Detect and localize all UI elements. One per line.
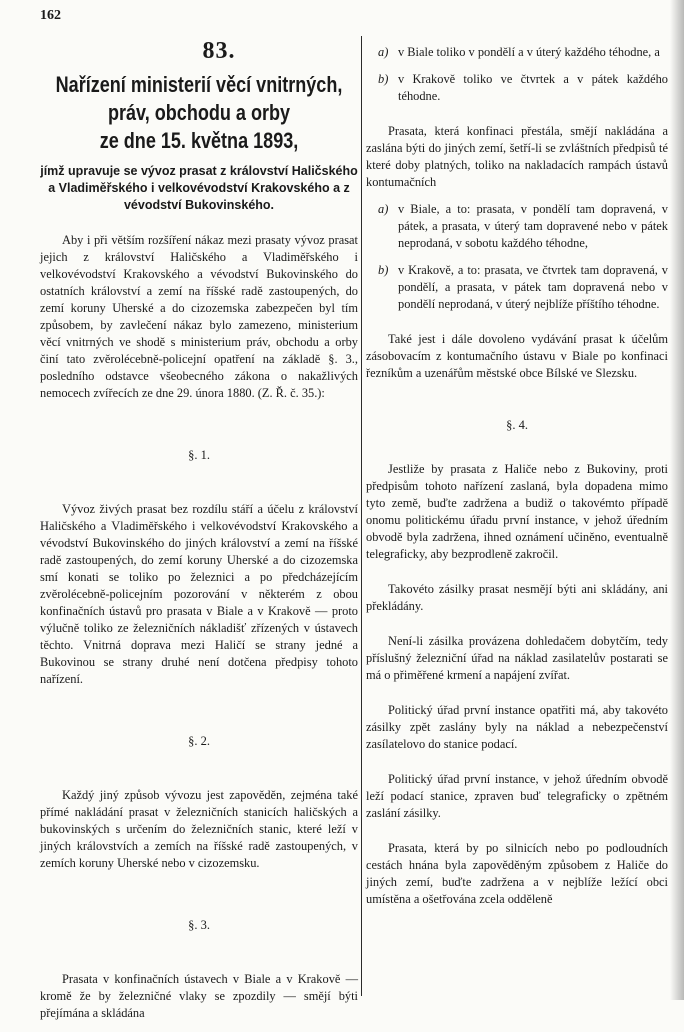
list-item-text: v Krakově toliko ve čtvrtek a v pátek každého téhodne.: [398, 72, 668, 103]
section-heading-1: §. 1.: [188, 448, 210, 462]
right-column: [366, 44, 668, 926]
title-line: ze dne 15. května 1893,: [99, 128, 299, 153]
page-number: 162: [40, 8, 61, 23]
section-1-paragraph: Vývoz živých prasat bez rozdílu stáří a účelu z království Haličského a Vladiměřského i velkovévodství Krakovského a vévodství Bukovinského do jiných království a zemí na říšské radě zastoupených, do zemí koruny Uherské a do cizozemska smí konati se toliko po železnici a po předcházejícím zvěrolécebně-policejním pozorování v některém z obou konfinačních ústavů pro prasata v Biale a v Krakově — proto výlučně toliko ze železničních nákladišť zřízených v ústavech těchto. Vnitrná doprava mezi Haličí se strany jedné a Bukovinou se strany druhé není dotčena předpisy tohoto nařízení.: [40, 502, 358, 686]
section-3-paragraph: Prasata v konfinačních ústavech v Biale a v Krakově — kromě že by železničné vlaky se zpozdily — smějí býti přejímána a skládána: [40, 972, 358, 1020]
list-item: [366, 44, 668, 61]
list-item: [366, 262, 668, 313]
intro-paragraph: Aby i při větším rozšíření nákaz mezi prasaty vývoz prasat jejich z království Haličského a Vladiměřského i velkovévodství Krakovského a vévodství Bukovinského do ostatních království a zemí na říšské radě zastoupených, do zemí koruny Uherské a do cizozemska zabezpečen byl tím způsobem, by zavlečení nákaz bylo zamezeno, ministerium věcí vnitrných ve shodě s ministerium práv, obchodu a orby činí tato zvěrolécebně-policejní opatření na základě §. 3., posledního odstavce všeobecného zákona o nakažlivých nemocech zvířecích ze dne 29. února 1880. (Z. Ř. č. 35.):: [40, 233, 358, 400]
section-heading-3: §. 3.: [188, 918, 210, 932]
column-divider: [361, 36, 362, 996]
document-subtitle: jímž upravuje se vývoz prasat z království Haličského a Vladiměřského i velkovévodství Krakovského a z vévodství Bukovinského.: [40, 164, 358, 212]
section-4-paragraph: Není-li zásilka provázena dohledačem dobytčím, tedy příslušný železniční úřad na náklad zasilatelův postarati se má o přiměřené krmení a napájení zvířat.: [366, 634, 668, 682]
list-item-text: v Biale, a to: prasata, v pondělí tam dopravená, v pátek, a prasata, v úterý tam dopravené nebo v pátek neprodaná, v sobotu každého téhodne,: [398, 202, 668, 250]
section-heading-4: §. 4.: [506, 418, 528, 432]
section-heading-2: §. 2.: [188, 734, 210, 748]
title-line: Nařízení ministerií věcí vnitrných,: [55, 72, 343, 97]
section-2-paragraph: Každý jiný způsob vývozu jest zapověděn, zejména také přímé nakládání prasat v železničních stanicích haličských a bukovinských s určením do železničních stanic, které leží v jiných královstvích a zemích na říšské radě zastoupených, v zemích koruny Uherské nebo v cizozemsku.: [40, 788, 358, 870]
section-4-paragraph: Takovéto zásilky prasat nesmějí býti ani skládány, ani překládány.: [366, 582, 668, 613]
page-edge-shadow: [670, 0, 684, 1000]
section-4-paragraph: Jestliže by prasata z Haliče nebo z Bukoviny, proti předpisům tohoto nařízení zaslaná, byla dopadena mimo tyto země, buďte zadržena a budiž o takovémto případě onomu politickému úřadu první instance, v jehož úředním obvodě byla zadržena, ihned oznámení učiněno, eventualně telegraficky, aby bezprodleně zakročil.: [366, 462, 668, 561]
list-marker: a): [378, 202, 389, 216]
list-marker: a): [378, 45, 389, 59]
list-item: [366, 201, 668, 252]
section-4-paragraph: Politický úřad první instance, v jehož úředním obvodě leží podací stanice, zpraven buď telegraficky o zpětném zaslání zásilky.: [366, 772, 668, 820]
list-item-text: v Krakově, a to: prasata, ve čtvrtek tam dopravená, v pondělí, a prasata, v pátek tam dopravená nebo v pondělí neprodaná, v úterý nejblíže příštího téhodne.: [398, 263, 668, 311]
list-item: [366, 71, 668, 105]
section-4-paragraph: Prasata, která by po silnicích nebo po podloudních cestách hnána byla zapověděným způsobem z Haliče do jiných zemí, buďte zadržena a v nejblíže ležící obci umístěna a ošetřována zcela odděleně: [366, 841, 668, 906]
list-item-text: v Biale toliko v pondělí a v úterý každého téhodne, a: [398, 45, 660, 59]
list-marker: b): [378, 263, 389, 277]
left-column: [40, 38, 358, 1032]
section-4-paragraph: Politický úřad první instance opatřiti má, aby takovéto zásilky zpět zaslány byly na náklad a nebezpečenství zasílatelovo do stanice podací.: [366, 703, 668, 751]
document-title: [52, 71, 346, 155]
section-3-paragraph-2: Prasata, která konfinaci přestála, smějí nakládána a zaslána býti do jiných zemí, šetří-li se zvláštních předpisů té které doby platných, toliko na nakladacích rampách ústavů kontumačních: [366, 124, 668, 189]
list-marker: b): [378, 72, 389, 86]
title-line: práv, obchodu a orby: [107, 100, 291, 125]
section-number: 83.: [202, 38, 236, 64]
section-3-paragraph-3: Také jest i dále dovoleno vydávání prasat k účelům zásobovacím z kontumačního ústavu v Biale po konfinaci řezníkům a uzenářům městské obce Bílské ve Slezsku.: [366, 332, 668, 380]
